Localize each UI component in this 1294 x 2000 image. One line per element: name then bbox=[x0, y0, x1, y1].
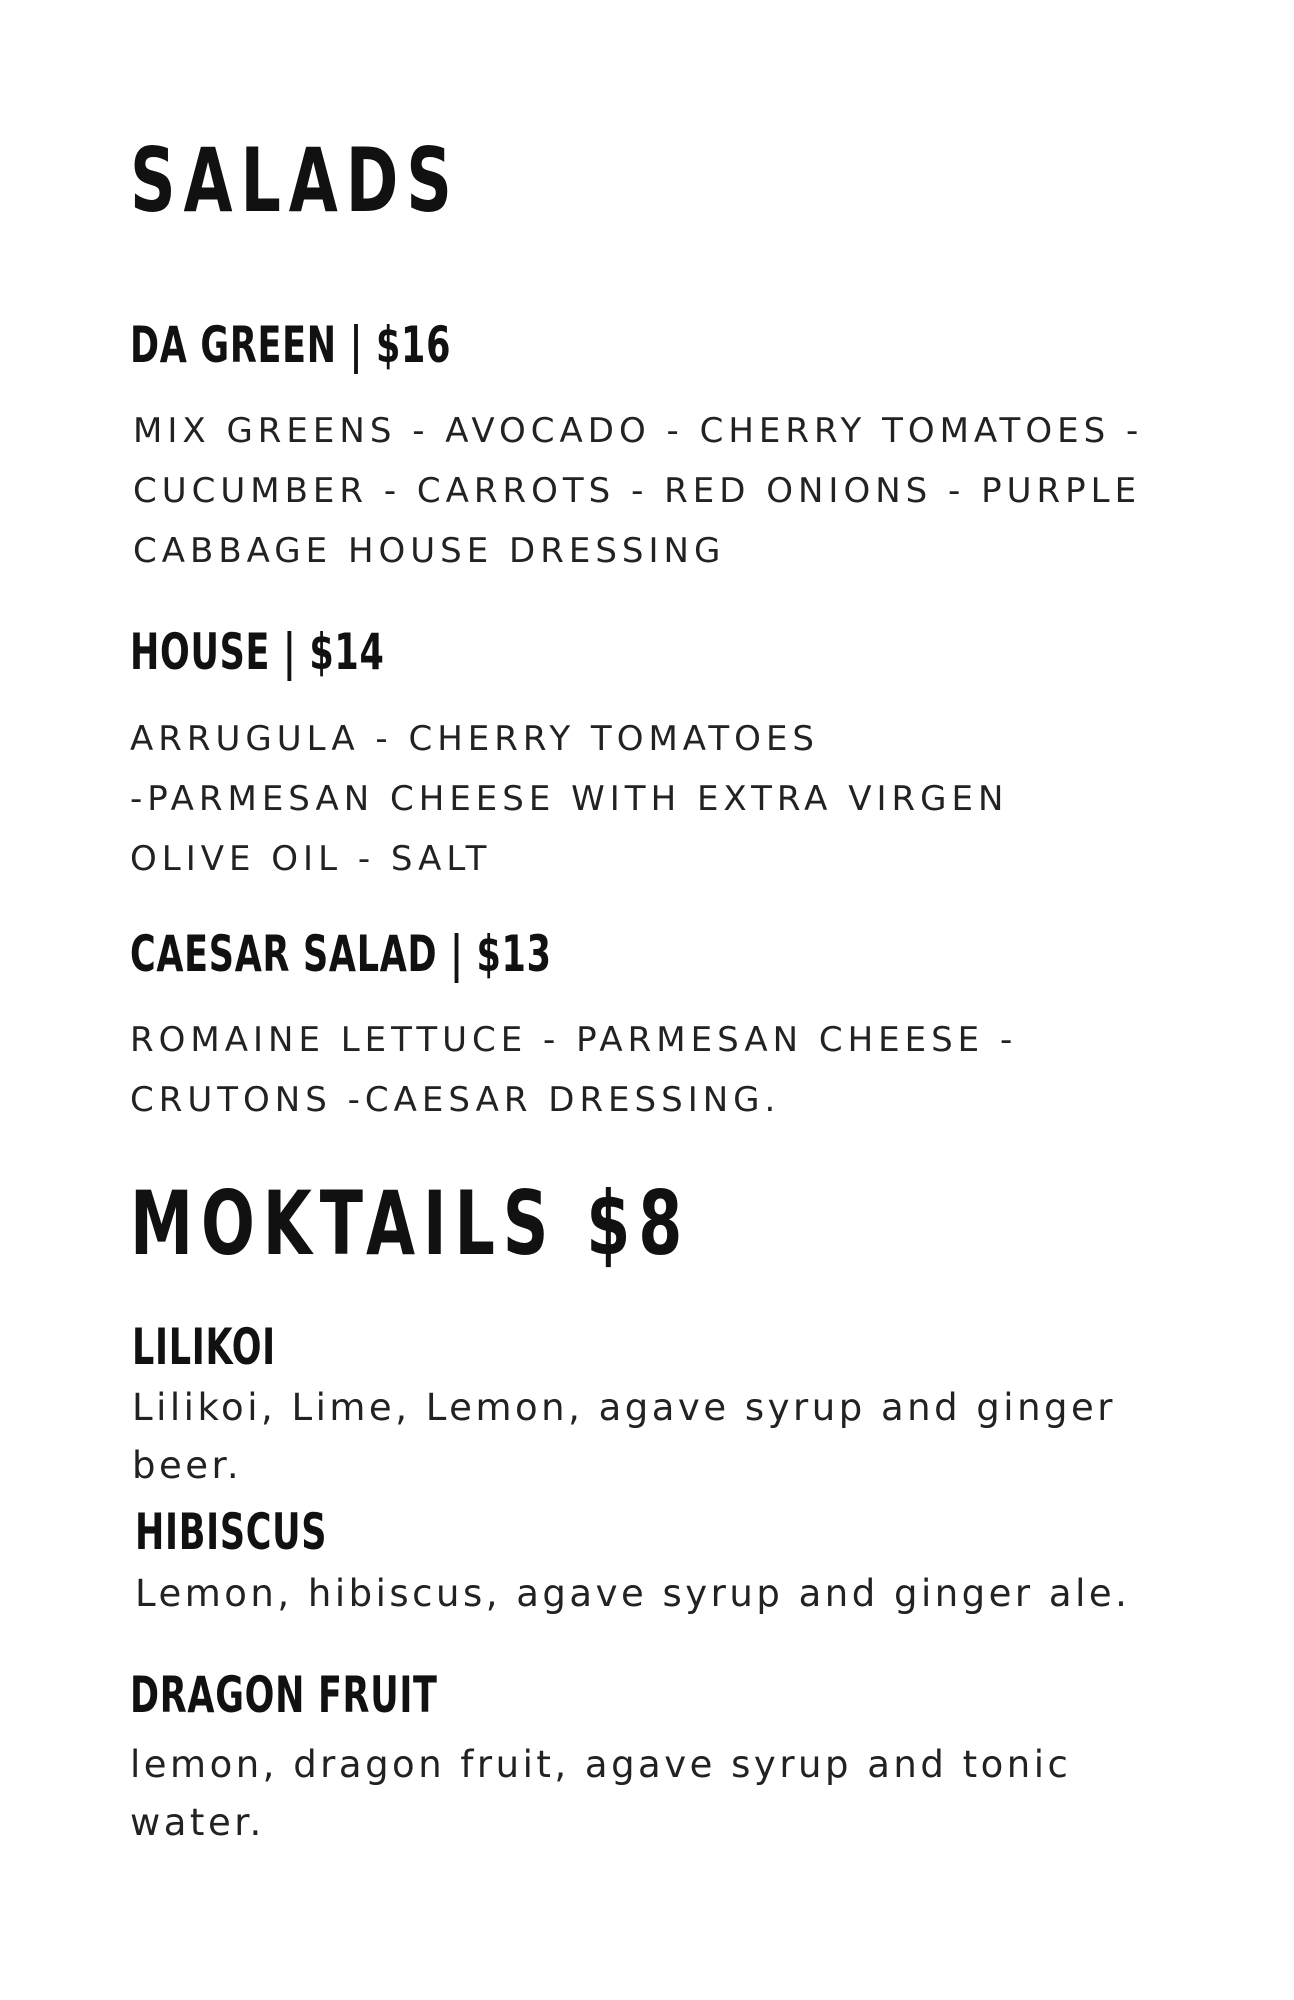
description-line: CABBAGE HOUSE DRESSING bbox=[133, 531, 726, 571]
moktail-item-title-hibiscus: HIBISCUS bbox=[135, 1503, 328, 1561]
salads-section-title: SALADS bbox=[130, 129, 460, 232]
moktail-item-description-dragon-fruit bbox=[130, 1736, 1071, 1852]
description-line: -PARMESAN CHEESE WITH EXTRA VIRGEN bbox=[130, 779, 1009, 819]
moktail-item-description-lilikoi bbox=[132, 1379, 1116, 1495]
description-line: ROMAINE LETTUCE - PARMESAN CHEESE - bbox=[130, 1020, 1018, 1060]
moktails-section-title: MOKTAILS $8 bbox=[130, 1172, 691, 1275]
description-line: CUCUMBER - CARROTS - RED ONIONS - PURPLE bbox=[133, 471, 1142, 511]
description-line: water. bbox=[130, 1801, 265, 1844]
description-line: Lemon, hibiscus, agave syrup and ginger ale. bbox=[135, 1572, 1131, 1615]
salad-item-description-da-green bbox=[133, 401, 1143, 581]
salad-item-title-da-green: DA GREEN | $16 bbox=[130, 316, 452, 374]
salad-item-description-caesar bbox=[130, 1010, 1017, 1130]
description-line: lemon, dragon fruit, agave syrup and tonic bbox=[130, 1743, 1072, 1786]
description-line: CRUTONS -CAESAR DRESSING. bbox=[130, 1080, 781, 1120]
description-line: OLIVE OIL - SALT bbox=[130, 839, 492, 879]
moktail-item-title-dragon-fruit: DRAGON FRUIT bbox=[130, 1666, 438, 1724]
description-line: Lilikoi, Lime, Lemon, agave syrup and ginger bbox=[132, 1386, 1116, 1429]
description-line: beer. bbox=[132, 1444, 243, 1487]
salad-item-title-house: HOUSE | $14 bbox=[130, 623, 385, 681]
description-line: ARRUGULA - CHERRY TOMATOES bbox=[130, 719, 820, 759]
description-line: MIX GREENS - AVOCADO - CHERRY TOMATOES - bbox=[133, 411, 1144, 451]
salad-item-title-caesar: CAESAR SALAD | $13 bbox=[130, 925, 552, 983]
moktail-item-title-lilikoi: LILIKOI bbox=[132, 1318, 276, 1376]
salad-item-description-house bbox=[130, 709, 1008, 889]
moktail-item-description-hibiscus bbox=[135, 1565, 1130, 1623]
